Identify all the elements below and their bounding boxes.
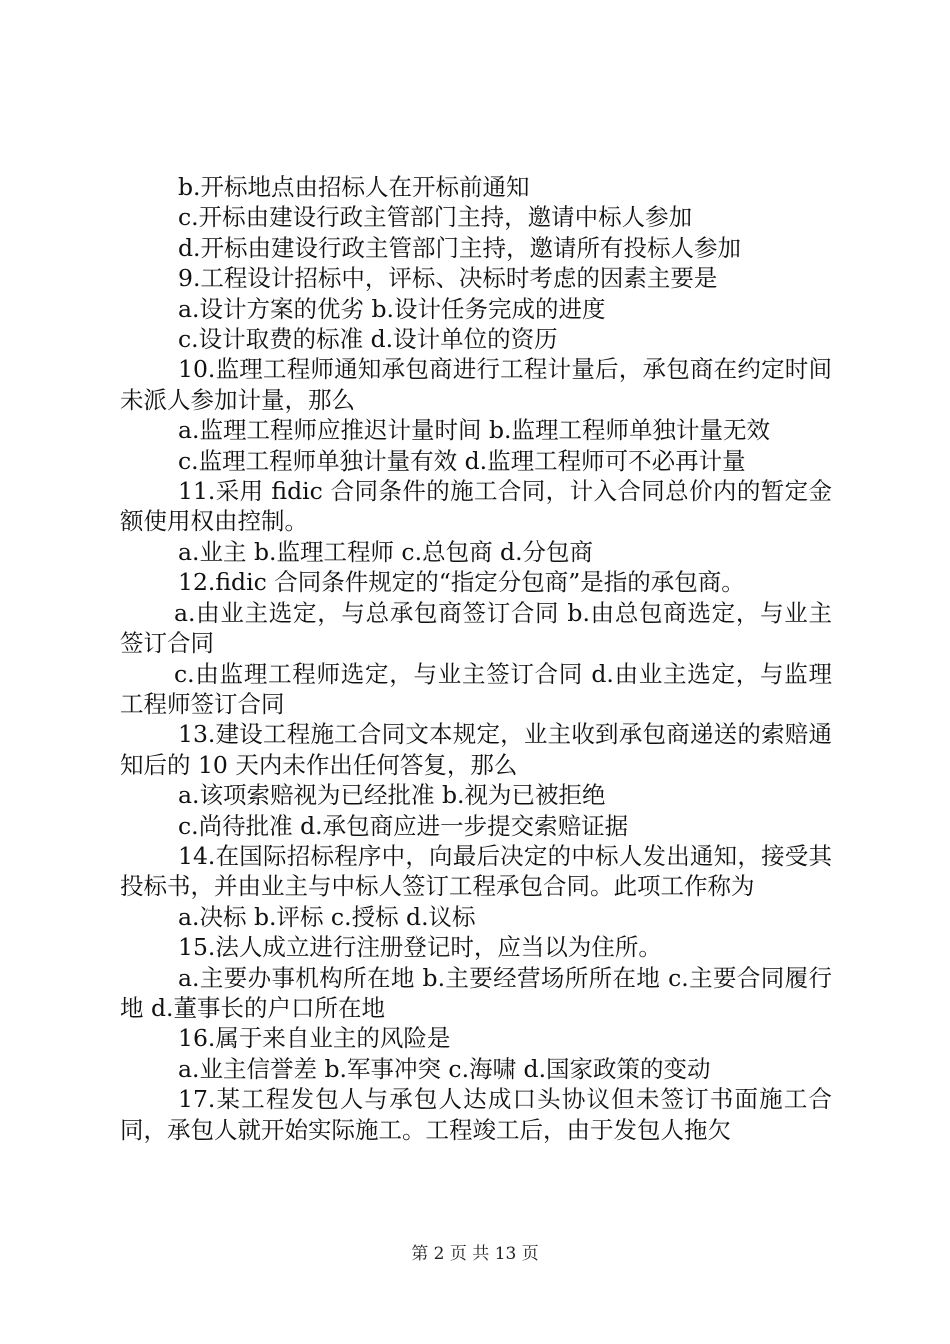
question-line: 9.工程设计招标中，评标、决标时考虑的因素主要是 xyxy=(178,264,718,293)
option-line: d.开标由建设行政主管部门主持，邀请所有投标人参加 xyxy=(178,233,742,262)
option-line: a.监理工程师应推迟计量时间 b.监理工程师单独计量无效 xyxy=(178,416,770,445)
option-line: c.监理工程师单独计量有效 d.监理工程师可不必再计量 xyxy=(178,446,746,475)
option-line: c.开标由建设行政主管部门主持，邀请中标人参加 xyxy=(178,203,693,232)
option-line: a.决标 b.评标 c.授标 d.议标 xyxy=(178,902,476,931)
option-line: a.该项索赔视为已经批准 b.视为已被拒绝 xyxy=(178,781,606,810)
page-number-label: 第 2 页 共 13 页 xyxy=(411,1244,539,1264)
question-line: 12.fidic 合同条件规定的“指定分包商”是指的承包商。 xyxy=(178,568,745,597)
option-line: a.业主 b.监理工程师 c.总包商 d.分包商 xyxy=(178,537,594,566)
option-line: a.设计方案的优劣 b.设计任务完成的进度 xyxy=(178,294,606,323)
question-line: 10.监理工程师通知承包商进行工程计量后，承包商在约定时间未派人参加计量，那么 xyxy=(120,355,832,414)
document-body xyxy=(120,172,832,1145)
option-line: c.设计取费的标准 d.设计单位的资历 xyxy=(178,325,558,354)
option-line: a.业主信誉差 b.军事冲突 c.海啸 d.国家政策的变动 xyxy=(178,1054,711,1083)
page-footer xyxy=(0,1243,950,1265)
option-line: c.尚待批准 d.承包商应进一步提交索赔证据 xyxy=(178,811,629,840)
option-line: c.由监理工程师选定，与业主签订合同 d.由业主选定，与监理工程师签订合同 xyxy=(120,659,832,718)
question-line: 13.建设工程施工合同文本规定，业主收到承包商递送的索赔通知后的 10 天内未作出任何答复，那么 xyxy=(120,720,832,779)
question-line: 14.在国际招标程序中，向最后决定的中标人发出通知，接受其投标书，并由业主与中标人签订工程承包合同。此项工作称为 xyxy=(120,841,832,901)
option-line: a.由业主选定，与总承包商签订合同 b.由总包商选定，与业主签订合同 xyxy=(120,598,832,658)
question-line: 11.采用 fidic 合同条件的施工合同，计入合同总价内的暂定金额使用权由控制。 xyxy=(120,477,832,536)
question-line: 16.属于来自业主的风险是 xyxy=(178,1024,451,1053)
question-line: 17.某工程发包人与承包人达成口头协议但未签订书面施工合同，承包人就开始实际施工。工程竣工后，由于发包人拖欠 xyxy=(120,1085,832,1144)
option-line: a.主要办事机构所在地 b.主要经营场所所在地 c.主要合同履行地 d.董事长的户口所在地 xyxy=(120,963,832,1022)
question-line: 15.法人成立进行注册登记时，应当以为住所。 xyxy=(178,933,662,962)
option-line: b.开标地点由招标人在开标前通知 xyxy=(178,173,530,201)
